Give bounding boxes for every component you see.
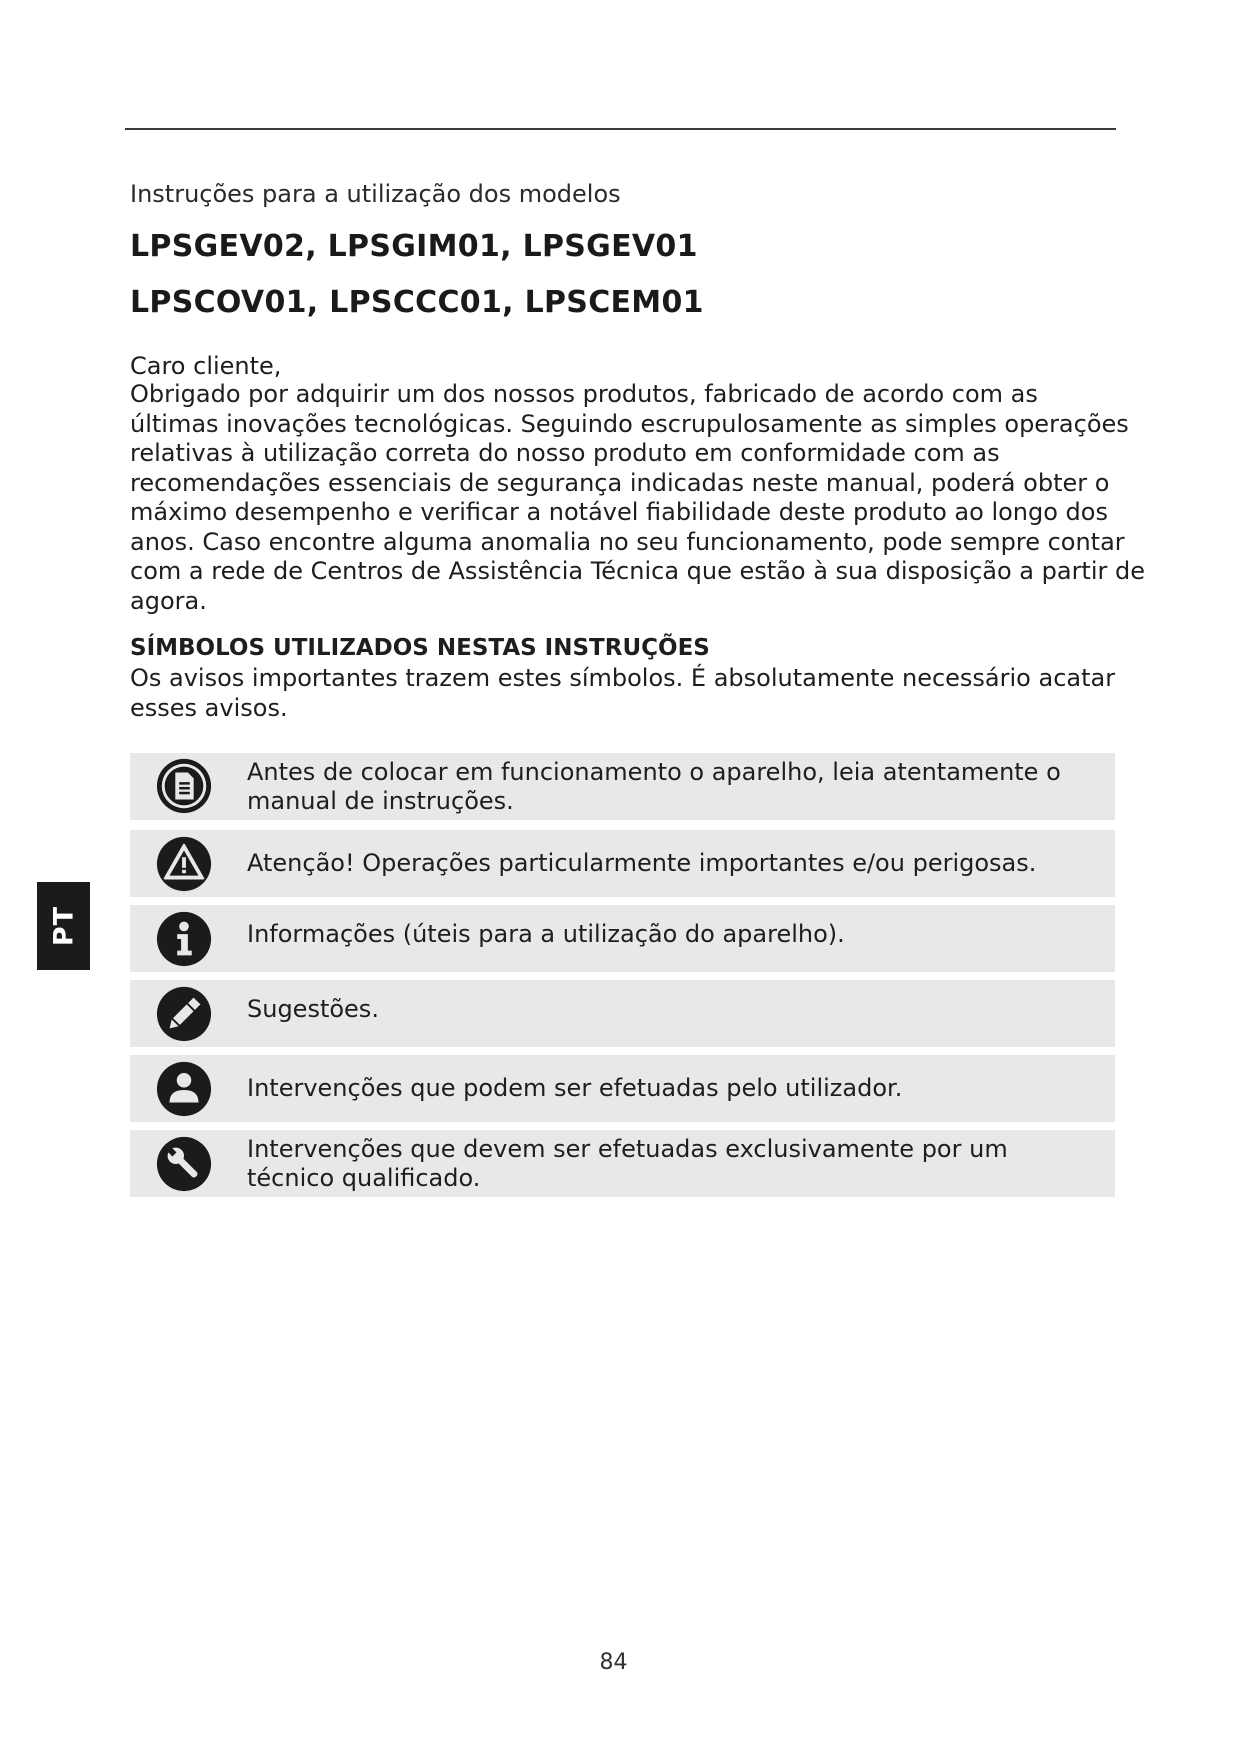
- paragraph-line: recomendações essenciais de segurança indicadas neste manual, poderá obter o: [130, 468, 1110, 497]
- models-intro: Instruções para a utilização dos modelos: [130, 180, 621, 208]
- symbol-row-technician: [130, 1130, 1115, 1197]
- info-icon: [155, 910, 213, 968]
- user-icon: [155, 1060, 213, 1118]
- models-line-2: LPSCOV01, LPSCCC01, LPSCEM01: [130, 285, 704, 320]
- paragraph-line: relativas à utilização correta do nosso produto em conformidade com as: [130, 439, 1000, 467]
- symbol-row-user: [130, 1055, 1115, 1122]
- symbol-text-info: [247, 920, 1095, 949]
- models-line-1: LPSGEV02, LPSGIM01, LPSGEV01: [130, 229, 698, 264]
- greeting: Caro cliente,: [130, 352, 282, 380]
- symbol-line: Intervenções que devem ser efetuadas exclusivamente por um: [247, 1135, 1008, 1163]
- intro-paragraph: [130, 380, 1146, 616]
- symbol-row-suggestions: [130, 980, 1115, 1047]
- symbol-line: Informações (úteis para a utilização do aparelho).: [247, 920, 845, 948]
- symbol-row-info: [130, 905, 1115, 972]
- wrench-icon: [155, 1135, 213, 1193]
- pencil-icon: [155, 985, 213, 1043]
- symbol-line: Atenção! Operações particularmente importantes e/ou perigosas.: [247, 849, 1037, 877]
- header-rule: [125, 128, 1116, 130]
- symbols-intro-line: esses avisos.: [130, 694, 288, 722]
- symbols-intro-line: Os avisos importantes trazem estes símbolos. É absolutamente necessário acatar: [130, 664, 1116, 692]
- symbols-intro: [130, 663, 1120, 723]
- symbol-text-technician: [247, 1135, 1095, 1192]
- symbols-heading: SÍMBOLOS UTILIZADOS NESTAS INSTRUÇÕES: [130, 635, 710, 661]
- symbol-text-manual: [247, 758, 1095, 815]
- paragraph-line: agora.: [130, 586, 207, 615]
- symbol-line: Antes de colocar em funcionamento o aparelho, leia atentamente o: [247, 758, 1061, 786]
- language-tab: [37, 882, 90, 970]
- symbol-line: técnico qualificado.: [247, 1163, 481, 1192]
- symbol-text-suggestions: [247, 995, 1095, 1024]
- warning-icon: [155, 835, 213, 893]
- manual-document-icon: [155, 757, 213, 815]
- symbol-line: Intervenções que podem ser efetuadas pelo utilizador.: [247, 1074, 903, 1102]
- page-number: 84: [599, 1650, 628, 1675]
- language-tab-label: PT: [48, 905, 79, 947]
- symbol-line: Sugestões.: [247, 995, 379, 1023]
- paragraph-line: com a rede de Centros de Assistência Técnica que estão à sua disposição a partir de: [130, 557, 1146, 585]
- paragraph-line: Obrigado por adquirir um dos nossos produtos, fabricado de acordo com as: [130, 380, 1038, 408]
- symbol-text-user: [247, 1074, 1095, 1103]
- paragraph-line: máximo desempenho e verificar a notável fiabilidade deste produto ao longo dos: [130, 498, 1108, 526]
- symbol-row-warning: [130, 830, 1115, 897]
- symbol-text-warning: [247, 849, 1095, 878]
- symbol-line: manual de instruções.: [247, 786, 514, 815]
- symbol-row-manual: [130, 753, 1115, 820]
- paragraph-line: últimas inovações tecnológicas. Seguindo escrupulosamente as simples operações: [130, 409, 1129, 438]
- paragraph-line: anos. Caso encontre alguma anomalia no seu funcionamento, pode sempre contar: [130, 527, 1125, 556]
